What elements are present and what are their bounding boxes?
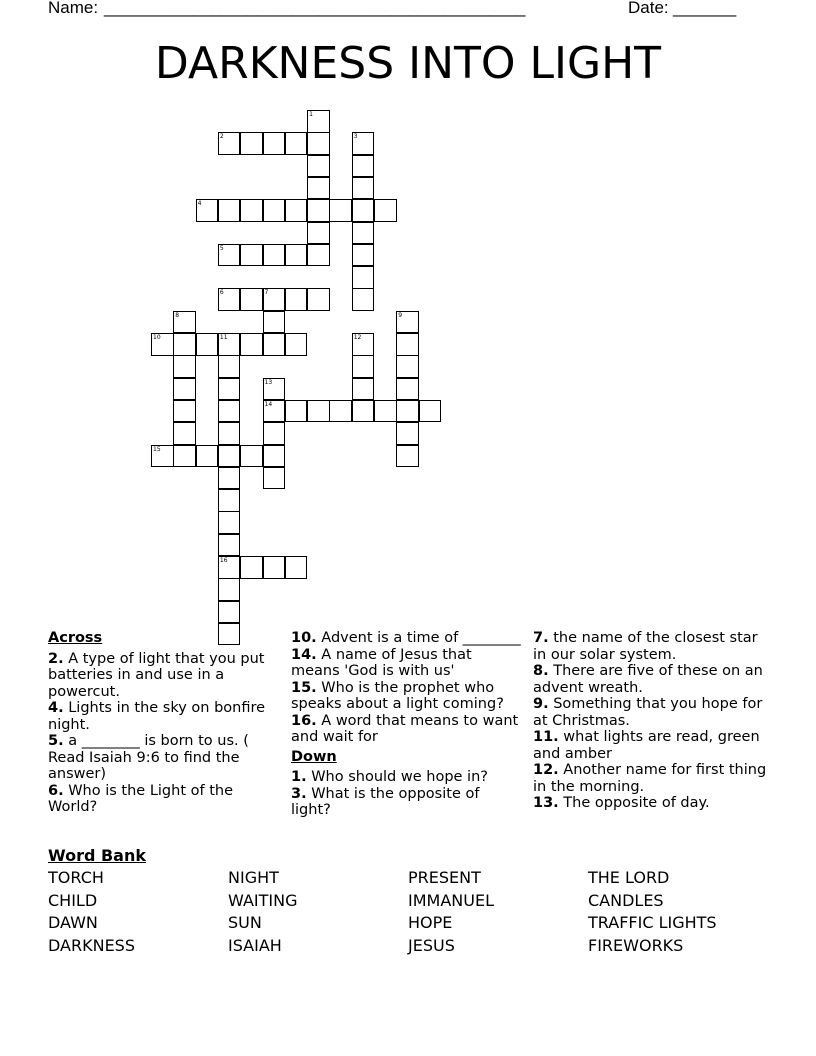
clue-number: 4. [48, 700, 64, 716]
clue-number: 8. [533, 663, 549, 679]
clue-down-8 [533, 663, 768, 696]
clue-down-9 [533, 696, 768, 729]
crossword-cell[interactable] [173, 445, 196, 468]
crossword-cell[interactable] [240, 288, 263, 311]
crossword-cell[interactable] [396, 333, 419, 356]
clues-column-3 [533, 630, 768, 812]
clue-number-label: 15 [153, 445, 161, 453]
clue-down-7 [533, 630, 768, 663]
crossword-cell[interactable] [374, 199, 397, 222]
word-bank-item: PRESENT [408, 868, 481, 887]
crossword-cell[interactable] [285, 199, 308, 222]
clue-text: A word that means to want and wait for [291, 712, 519, 745]
word-bank-item: JESUS [408, 935, 455, 955]
word-bank-column-1 [48, 868, 135, 956]
clue-number: 6. [48, 782, 64, 799]
date-field[interactable]: _______ [673, 0, 736, 17]
crossword-cell[interactable] [196, 199, 219, 222]
name-field[interactable]: _______________________________________________ [104, 0, 525, 17]
crossword-cell[interactable] [218, 378, 241, 401]
clue-number: 7. [533, 630, 549, 646]
clue-down-12 [533, 762, 768, 795]
word-bank-title: Word Bank [48, 846, 147, 865]
crossword-cell[interactable] [307, 177, 330, 200]
clues-column-2 [291, 630, 523, 819]
word-bank-item: DARKNESS [48, 935, 135, 955]
clue-across-16 [291, 713, 523, 746]
crossword-cell[interactable] [307, 288, 330, 311]
clue-text: A name of Jesus that means 'God is with us' [291, 646, 472, 679]
crossword-cell[interactable] [352, 222, 375, 245]
crossword-cell[interactable] [218, 333, 241, 356]
crossword-cell[interactable] [307, 400, 330, 423]
clue-number: 9. [533, 696, 549, 712]
clue-number-label: 13 [264, 378, 273, 386]
crossword-cell[interactable] [352, 177, 375, 200]
crossword-cell[interactable] [307, 132, 330, 155]
clue-number: 15. [291, 679, 317, 696]
crossword-cell[interactable] [263, 288, 286, 311]
word-bank-item: TRAFFIC LIGHTS [588, 913, 717, 932]
clue-number-label: 7 [264, 289, 269, 297]
clue-down-1 [291, 769, 523, 786]
crossword-cell[interactable] [218, 400, 241, 423]
crossword-cell[interactable] [329, 199, 352, 222]
clue-number: 2. [48, 650, 64, 667]
clue-number: 5. [48, 733, 64, 749]
crossword-cell[interactable] [240, 244, 263, 267]
clue-number: 13. [533, 795, 559, 811]
crossword-cell[interactable] [307, 155, 330, 178]
crossword-cell[interactable] [218, 355, 241, 378]
crossword-cell[interactable] [374, 400, 397, 423]
crossword-cell[interactable] [173, 311, 196, 334]
clue-across-4 [48, 700, 280, 733]
crossword-cell[interactable] [307, 110, 330, 133]
word-bank-item: FIREWORKS [588, 935, 684, 955]
clue-number-label: 10 [153, 334, 161, 341]
crossword-cell[interactable] [218, 422, 241, 445]
crossword-cell[interactable] [240, 132, 263, 155]
clue-number: 10. [291, 630, 317, 646]
clue-across-2 [48, 651, 280, 701]
word-bank-item: TORCH [48, 868, 104, 887]
crossword-cell[interactable] [285, 400, 308, 423]
clue-number-label: 3 [353, 133, 358, 141]
crossword-cell[interactable] [240, 333, 263, 356]
clue-number-label: 9 [398, 311, 403, 319]
crossword-cell[interactable] [307, 199, 330, 222]
clue-number: 12. [533, 762, 559, 778]
crossword-cell[interactable] [285, 288, 308, 311]
clue-text: Another name for first thing in the morning. [533, 762, 767, 795]
crossword-cell[interactable] [151, 445, 174, 468]
crossword-cell[interactable] [196, 445, 219, 468]
crossword-cell[interactable] [352, 333, 375, 356]
crossword-cell[interactable] [240, 556, 263, 579]
clues-column-1 [48, 630, 280, 816]
clue-text: What is the opposite of light? [291, 785, 480, 818]
word-bank-item: ISAIAH [228, 935, 282, 955]
crossword-cell[interactable] [419, 400, 442, 423]
crossword-cell[interactable] [396, 400, 419, 423]
clue-text: A type of light that you put batteries in and use in a powercut. [48, 650, 265, 700]
crossword-cell[interactable] [352, 155, 375, 178]
crossword-cell[interactable] [218, 556, 241, 579]
word-bank-item: WAITING [228, 890, 298, 910]
crossword-cell[interactable] [218, 534, 241, 557]
clue-number-label: 16 [219, 557, 228, 564]
crossword-cell[interactable] [263, 400, 286, 423]
crossword-cell[interactable] [218, 132, 241, 155]
crossword-cell[interactable] [307, 244, 330, 267]
crossword-cell[interactable] [218, 288, 241, 311]
crossword-cell[interactable] [263, 467, 286, 490]
crossword-cell[interactable] [218, 578, 241, 601]
down-heading: Down [291, 748, 337, 765]
clue-text: what lights are read, green and amber [533, 729, 760, 762]
clue-number-label: 5 [219, 244, 224, 252]
crossword-cell[interactable] [352, 288, 375, 311]
word-bank-item: DAWN [48, 913, 98, 932]
crossword-cell[interactable] [218, 489, 241, 512]
crossword-cell[interactable] [263, 378, 286, 401]
across-heading: Across [48, 630, 103, 646]
clue-number-label: 11 [219, 334, 228, 341]
clue-text: There are five of these on an advent wreath. [533, 663, 763, 696]
clue-number: 16. [291, 712, 317, 729]
clue-down-13 [533, 795, 768, 812]
word-bank-column-3 [408, 868, 494, 956]
crossword-cell[interactable] [263, 445, 286, 468]
clue-across-15 [291, 680, 523, 713]
word-bank-item: CANDLES [588, 890, 664, 910]
crossword-cell[interactable] [352, 400, 375, 423]
crossword-cell[interactable] [396, 311, 419, 334]
crossword-cell[interactable] [263, 556, 286, 579]
clue-across-10 [291, 630, 523, 647]
word-bank-item: CHILD [48, 890, 98, 910]
clue-text: Something that you hope for at Christmas. [533, 696, 763, 729]
crossword-cell[interactable] [352, 199, 375, 222]
clue-across-14 [291, 647, 523, 680]
word-bank-item: IMMANUEL [408, 890, 494, 910]
crossword-cell[interactable] [352, 266, 375, 289]
crossword-cell[interactable] [396, 445, 419, 468]
crossword-cell[interactable] [263, 333, 286, 356]
clue-text: Lights in the sky on bonfire night. [48, 700, 266, 733]
date-label: Date: [628, 0, 669, 17]
clue-number-label: 12 [353, 334, 362, 341]
crossword-cell[interactable] [352, 378, 375, 401]
word-bank-item: NIGHT [228, 868, 279, 887]
clue-across-6 [48, 783, 280, 816]
clue-number: 11. [533, 729, 559, 745]
crossword-cell[interactable] [352, 244, 375, 267]
crossword-cell[interactable] [396, 422, 419, 445]
crossword-cell[interactable] [173, 355, 196, 378]
page-title: DARKNESS INTO LIGHT [154, 38, 662, 89]
crossword-cell[interactable] [285, 244, 308, 267]
crossword-cell[interactable] [240, 445, 263, 468]
crossword-cell[interactable] [151, 333, 174, 356]
crossword-cell[interactable] [307, 222, 330, 245]
crossword-cell[interactable] [173, 378, 196, 401]
clue-across-5 [48, 733, 280, 783]
clue-number-label: 6 [219, 289, 224, 297]
clue-number-label: 4 [197, 200, 202, 208]
word-bank-item: SUN [228, 913, 262, 932]
crossword-cell[interactable] [218, 511, 241, 534]
crossword-cell[interactable] [263, 422, 286, 445]
clue-number-label: 14 [264, 400, 273, 408]
crossword-cell[interactable] [218, 244, 241, 267]
crossword-cell[interactable] [240, 199, 263, 222]
crossword-cell[interactable] [263, 244, 286, 267]
crossword-cell[interactable] [285, 333, 308, 356]
clue-text: The opposite of day. [563, 795, 710, 811]
crossword-cell[interactable] [263, 199, 286, 222]
crossword-cell[interactable] [285, 132, 308, 155]
crossword-cell[interactable] [218, 601, 241, 624]
clue-text: a ________ is born to us. ( Read Isaiah 9:6 to find the answer) [48, 733, 249, 782]
clue-number: 3. [291, 785, 307, 802]
clue-text: the name of the closest star in our solar system. [533, 630, 758, 663]
crossword-cell[interactable] [173, 333, 196, 356]
crossword-cell[interactable] [263, 132, 286, 155]
clue-text: Who is the prophet who speaks about a light coming? [291, 679, 504, 712]
crossword-cell[interactable] [396, 378, 419, 401]
crossword-cell[interactable] [218, 467, 241, 490]
clue-number: 1. [291, 769, 307, 785]
clue-number-label: 1 [309, 111, 313, 118]
crossword-cell[interactable] [218, 445, 241, 468]
crossword-cell[interactable] [173, 400, 196, 423]
name-label: Name: [48, 0, 99, 17]
crossword-cell[interactable] [352, 132, 375, 155]
word-bank-item: HOPE [408, 913, 453, 932]
clue-number: 14. [291, 646, 317, 663]
crossword-cell[interactable] [329, 400, 352, 423]
crossword-cell[interactable] [173, 422, 196, 445]
crossword-cell[interactable] [285, 556, 308, 579]
crossword-cell[interactable] [196, 333, 219, 356]
clue-text: Who should we hope in? [311, 769, 488, 785]
crossword-cell[interactable] [263, 311, 286, 334]
word-bank-column-2 [228, 868, 297, 956]
clue-down-11 [533, 729, 768, 762]
word-bank-item: THE LORD [588, 868, 670, 887]
crossword-cell[interactable] [352, 355, 375, 378]
crossword-cell[interactable] [218, 199, 241, 222]
clue-down-3 [291, 786, 523, 819]
clue-number-label: 8 [175, 311, 180, 319]
clue-number-label: 2 [219, 133, 224, 141]
crossword-cell[interactable] [396, 355, 419, 378]
clue-text: Who is the Light of the World? [48, 782, 234, 815]
clue-text: Advent is a time of ________ [321, 630, 521, 646]
word-bank-column-4 [588, 868, 717, 956]
